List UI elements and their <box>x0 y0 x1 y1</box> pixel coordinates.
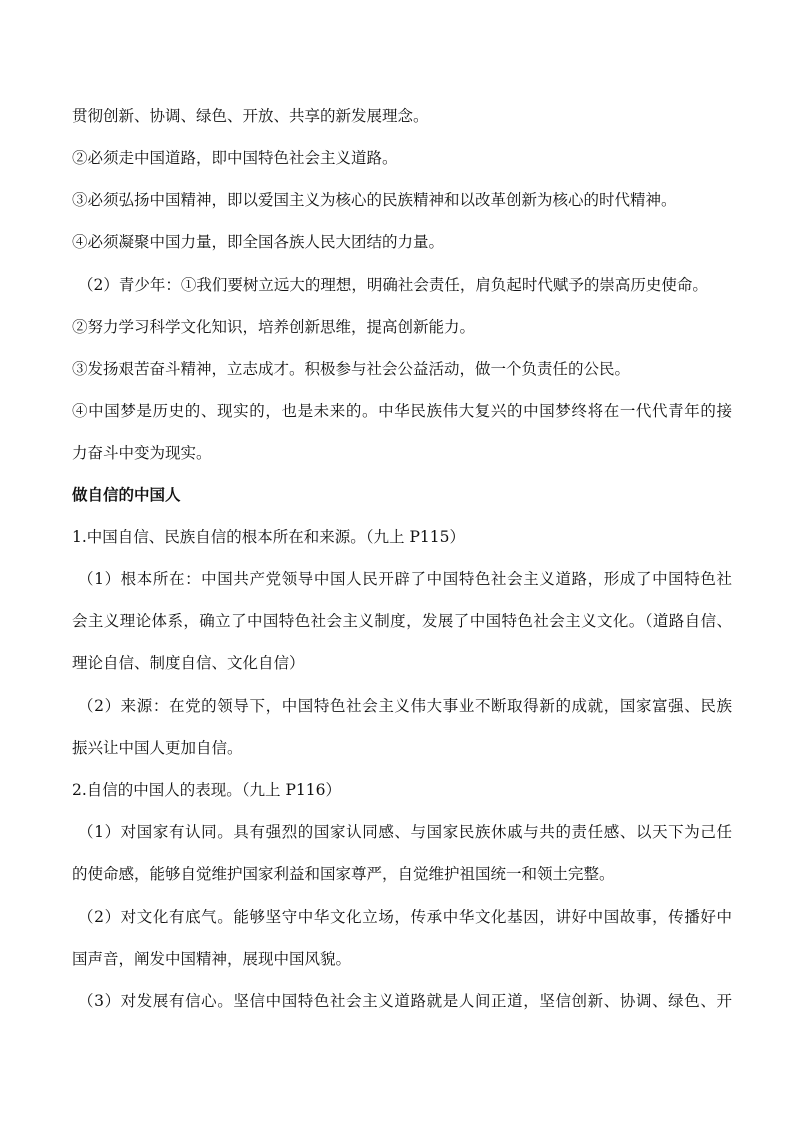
text-line: 振兴让中国人更加自信。 <box>72 739 243 757</box>
text-line: 理论自信、制度自信、文化自信） <box>72 654 305 672</box>
text-line: ②努力学习科学文化知识，培养创新思维，提高创新能力。 <box>72 318 476 336</box>
text-line: （3）对发展有信心。坚信中国特色社会主义道路就是人间正道，坚信创新、协调、绿色、开 <box>78 992 732 1010</box>
text-line: 的使命感，能够自觉维护国家利益和国家尊严，自觉维护祖国统一和领土完整。 <box>72 865 615 883</box>
text-line: 会主义理论体系，确立了中国特色社会主义制度，发展了中国特色社会主义文化。（道路自信、 <box>72 612 732 630</box>
text-line: 国声音，阐发中国精神，展现中国风貌。 <box>72 950 352 968</box>
text-line: ③发扬艰苦奋斗精神，立志成才。积极参与社会公益活动，做一个负责任的公民。 <box>72 360 631 378</box>
text-line: （2）来源：在党的领导下，中国特色社会主义伟大事业不断取得新的成就，国家富强、民族 <box>78 697 732 715</box>
text-line: 2.自信的中国人的表现。（九上 P116） <box>72 781 341 799</box>
text-line: ③必须弘扬中国精神，即以爱国主义为核心的民族精神和以改革创新为核心的时代精神。 <box>72 191 677 209</box>
section-heading: 做自信的中国人 <box>72 485 181 504</box>
text-line: ④中国梦是历史的、现实的，也是未来的。中华民族伟大复兴的中国梦终将在一代代青年的接 <box>72 402 732 420</box>
text-line: ②必须走中国道路，即中国特色社会主义道路。 <box>72 149 398 167</box>
text-line: 力奋斗中变为现实。 <box>72 444 212 462</box>
text-line: ④必须凝聚中国力量，即全国各族人民大团结的力量。 <box>72 233 445 251</box>
text-line: （2）青少年：①我们要树立远大的理想，明确社会责任，肩负起时代赋予的崇高历史使命。 <box>78 276 708 294</box>
text-line: 1.中国自信、民族自信的根本所在和来源。（九上 P115） <box>72 528 465 546</box>
text-line: 贯彻创新、协调、绿色、开放、共享的新发展理念。 <box>72 107 429 125</box>
text-line: （1）根本所在：中国共产党领导中国人民开辟了中国特色社会主义道路，形成了中国特色社 <box>78 570 732 588</box>
text-line: （1）对国家有认同。具有强烈的国家认同感、与国家民族休戚与共的责任感、以天下为己任 <box>78 823 732 841</box>
text-line: （2）对文化有底气。能够坚守中华文化立场，传承中华文化基因，讲好中国故事，传播好中 <box>78 908 732 926</box>
